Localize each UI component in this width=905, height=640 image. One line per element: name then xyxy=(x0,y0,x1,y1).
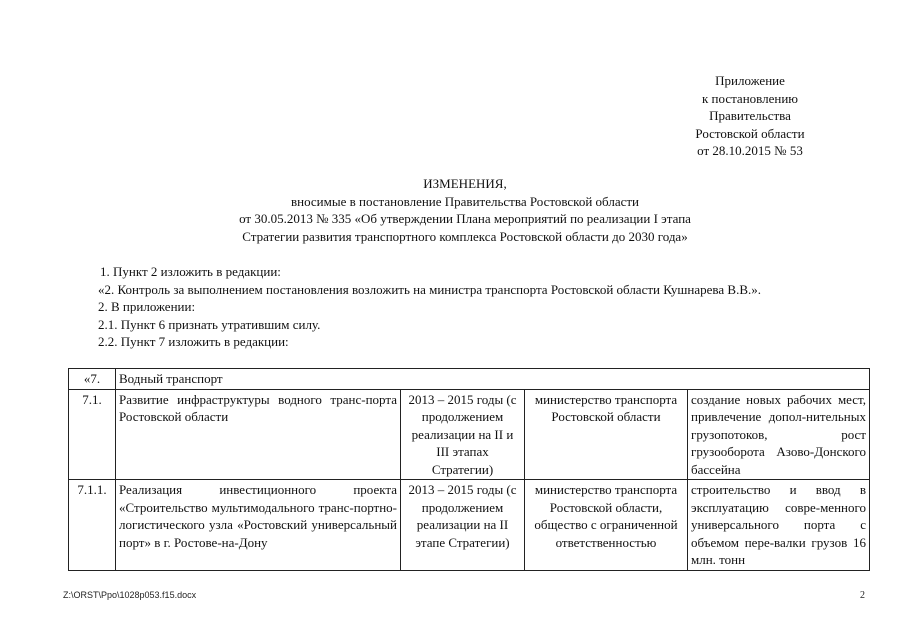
appendix-line: от 28.10.2015 № 53 xyxy=(697,143,803,158)
table-section-row xyxy=(69,369,870,390)
footer-file-path: Z:\ORST\Ppo\1028p053.f15.docx xyxy=(63,590,197,600)
table-row xyxy=(69,389,870,480)
row-responsible: министерство транспорта Ростовской области, общество с ограниченной ответственностью xyxy=(525,480,688,571)
paragraph: 2. В приложении: xyxy=(98,299,196,314)
section-number: «7. xyxy=(69,369,116,390)
row-result: строительство и ввод в эксплуатацию совре-менного универсального порта с объемом пере-валки грузов 16 млн. тонн xyxy=(688,480,870,571)
document-title xyxy=(100,175,830,245)
title-line: Стратегии развития транспортного комплекса Ростовской области до 2030 года» xyxy=(242,228,688,244)
paragraph: 1. Пункт 2 изложить в редакции: xyxy=(100,264,281,279)
appendix-line: к постановлению xyxy=(701,90,799,106)
row-responsible: министерство транспорта Ростовской области xyxy=(525,389,688,480)
row-result: создание новых рабочих мест, привлечение допол-нительных грузопотоков, рост грузооборота Азово-Донского бассейна xyxy=(688,389,870,480)
title-line: вносимые в постановление Правительства Ростовской области xyxy=(290,193,639,209)
appendix-line: Ростовской области xyxy=(695,125,805,141)
row-number: 7.1.1. xyxy=(69,480,116,571)
row-name: Развитие инфраструктуры водного транс-порта Ростовской области xyxy=(116,389,401,480)
measures-table xyxy=(68,368,870,571)
row-period: 2013 – 2015 годы (с продолжением реализации на II и III этапах Стратегии) xyxy=(401,389,525,480)
row-period: 2013 – 2015 годы (с продолжением реализации на II этапе Стратегии) xyxy=(401,480,525,571)
paragraph: 2.1. Пункт 6 признать утратившим силу. xyxy=(98,316,321,332)
appendix-line: Правительства xyxy=(709,108,791,123)
appendix-line: Приложение xyxy=(715,73,785,88)
title-heading: ИЗМЕНЕНИЯ, xyxy=(423,176,507,191)
appendix-header xyxy=(640,72,860,160)
row-name: Реализация инвестиционного проекта «Строительство мультимодального транс-портно-логистического узла «Ростовский универсальный порт» в г. Ростове-на-Дону xyxy=(116,480,401,571)
footer-page-number: 2 xyxy=(860,590,865,601)
paragraph: 2.2. Пункт 7 изложить в редакции: xyxy=(98,334,289,349)
table-row xyxy=(69,480,870,571)
title-line: от 30.05.2013 № 335 «Об утверждении Плана мероприятий по реализации I этапа xyxy=(239,211,691,226)
row-number: 7.1. xyxy=(69,389,116,480)
section-title: Водный транспорт xyxy=(116,369,870,390)
body-paragraphs xyxy=(98,263,878,351)
paragraph: «2. Контроль за выполнением постановления возложить на министра транспорта Ростовской области Кушнарева В.В.». xyxy=(98,281,762,297)
